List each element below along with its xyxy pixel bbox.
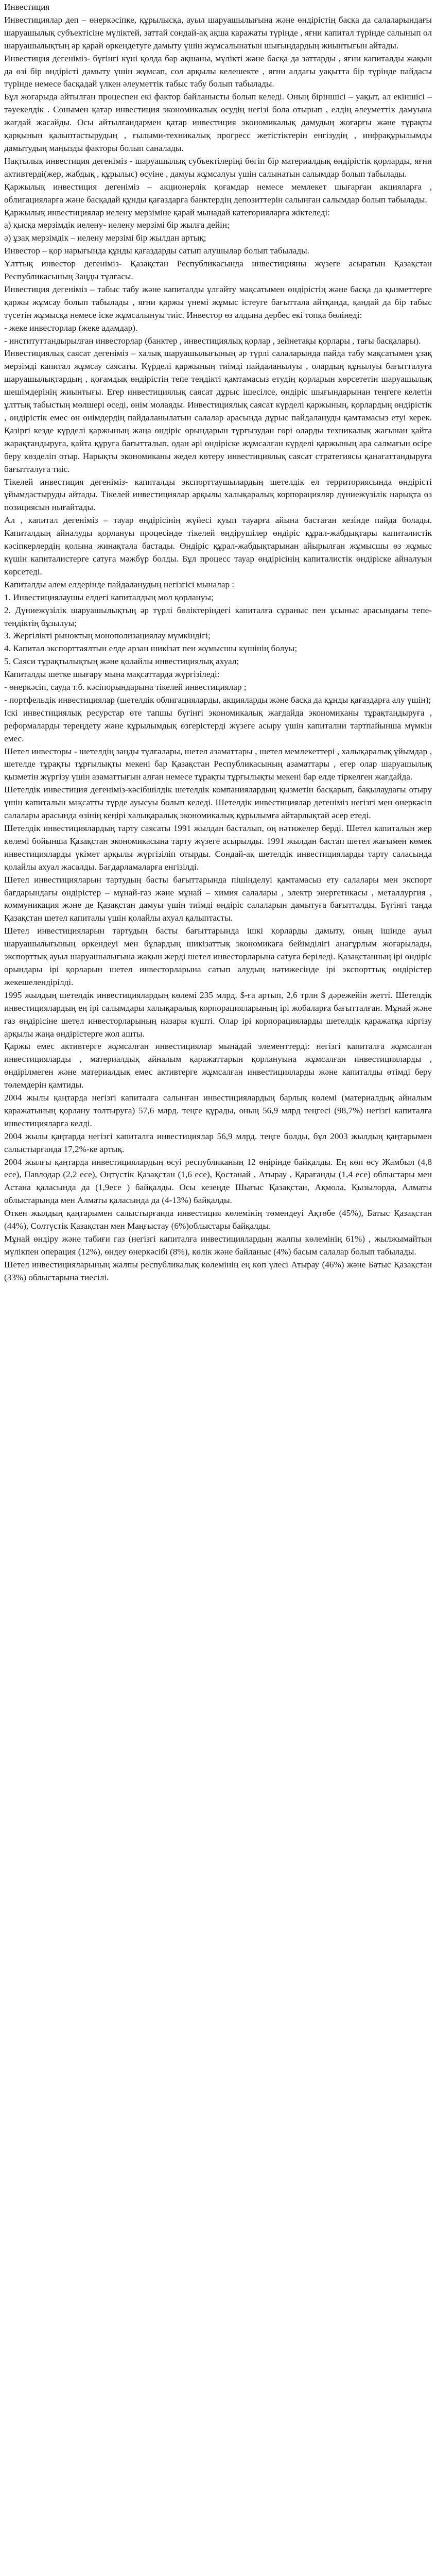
paragraph: Капиталды алем елдерінде пайдаланудың негізгісі мыналар : <box>4 579 235 589</box>
paragraph: 2004 жылы қаңтарда негізгі капиталға инвестициялар 56,9 млрд. теңге болды, бұл 2003 жылдың қаңтарымен салыстырғанда 17,2%-ке артық. <box>4 1131 432 1154</box>
document-title: Инвестиция <box>4 2 50 12</box>
paragraph: - өнеркәсіп, сауда т.б. кәсіпорындарына тікелей инвестициялар ; <box>4 682 247 692</box>
paragraph: Шетел инвестицияларының жалпы республикалық көлемінің ең көп үлесі Атырау (46%) және Батыс Қазақстан (33%) облыстарына тиесілі. <box>4 1259 432 1282</box>
paragraph: Капиталды шетке шығару мына мақсаттарда жүргізіледі: <box>4 669 220 680</box>
paragraph: Қаржы емес активтерге жұмсалған инвестициялар мынадай элементтерді: негізгі капиталға жұмсалған инвестицияларды , материалдық айналым қаражаттарын қорлануына жұмсалған инвестицияларды , өндірілмеген және материалдық емес активтерге жұмсалған инвестицияларды және капиталды өтімді беру төлемдерін қамтиды. <box>4 1041 432 1090</box>
paragraph: Бұл жоғарыда айтылған процеспен екі фактор байланысты болып келеді. Оның біріншісі – уақыт, ал екіншісі – тәуекелдік . Сонымен қатар инвестиция экономикалық өсудің негізі бола отырып , елдің әлеуметтік дамуына жағдай жасайды. Осы айтылғандармен қатар инвестиция экономикалық дамудың жоғарғы және тұрақты қарқынын қалыптастырудың , ғылыми-техникалық прогресс жетістіктерін енгізудің , инфрақұрылымды дамытудың маңызды факторы болып саналады. <box>4 92 432 153</box>
paragraph: Қаржылық инвестиция дегеніміз – акционерлік қоғамдар немесе мемлекет шығарған акцияларға , облигацияларға және басқадай құнды қағаздарға банктердің депозиттерін салынған салымдар болып табылады. <box>4 181 432 205</box>
paragraph: Инвестиция дегеніміз- бүгінгі күні қолда бар ақшаны, мүлікті және басқа да заттарды , яғни капиталды жақын да өзі бір өндірісті дамыту үшін жұмсап, сол арқылы келешекте , яғни алдағы уақытта бір түрінде пайдасы түрінде немесе басқадай үлкен әлеуметтік табыс табу болып табылады. <box>4 53 432 89</box>
paragraph: а) қысқа мерзімдік иелену- иелену мерзімі бір жылға дейін; <box>4 220 230 230</box>
paragraph: 2. Дүниежүзілік шаруашылықтың әр түрлі бөліктеріндегі капиталға сұраныс пен ұсыныс арасындағы тепе-теңдіктің бұзылуы; <box>4 605 432 628</box>
paragraph: Шетел инвестицияларын тартудың басты бағыттарында пішінделуі қамтамасыз ету салалары мен экспорт бағдарындағы өндірістер – мұнай-газ және мұнай – химия салалары , электр энергетикасы , металлургия , коммуникация және де Қазақстан дамуы үшін тиімді өндіріс салаларын дамытуға бағытталды. Бүгінгі таңда Қазақстан шетел капиталы үшін қолайлы ахуал қалыптасты. <box>4 874 432 923</box>
paragraph: Шетелдік инвестиция дегеніміз-кәсібшілдік шетелдік компаниялардың қызметін басқарып, бақылаудағы отыру үшін капиталын мақсатты түрде ауысуы болып келеді. Шетелдік инвестициялар дегеніміз негізгі мен өнеркәсіп салалары арасында өзінің кеңірі халықаралық экономикалық құрылымға айтарлықтай әсер етеді. <box>4 785 432 821</box>
paragraph: Ал , капитал дегеніміз – тауар өндірісінің жүйесі қуып тауарға айына бастаған кезінде пайда болады. Капиталдың айналуды қорлануы процесінде тікелей өндірушілер өндіріс құрал-жабдықтары капиталистік кәсіпкерлердің қолына жинақтала бастады. Өндіріс құрал-жабдықтарынан айырылған жұмысшы өз жұмыс күшін капиталистерге сатуға мәжбүр болды. Бұл процесс тауар өндірісінің капиталистік өндіріске айналуын көрсетеді. <box>4 515 432 577</box>
paragraph: 4. Капитал экспорттаялтын елде арзан шикізат пен жұмысшы күшінің болуы; <box>4 643 298 654</box>
paragraph: Өткен жылдың қаңтарымен салыстырғанда инвестиция көлемінің төмендеуі Ақтөбе (45%), Батыс Қазақстан (44%), Солтүстік Қазақстан мен Маңғыстау (6%)облыстары байқалды. <box>4 1208 432 1231</box>
paragraph: Ұлттық инвестор дегеніміз- Қазақстан Республикасында инвестицияны жүзеге асыратын Қазақстан Республикасының Заңды тұлғасы. <box>4 259 432 282</box>
paragraph: 5. Саяси тұрақтылықтың және қолайлы инвестициялық ахуал; <box>4 656 239 667</box>
paragraph: Іскі инвестициялық ресурстар өте тапшы бүгінгі экономикалық жағдайда экономиканы тұрақтандыруға , реформаларды тереңдету және құрылымдық өзгерістерді жүзеге асыру үшін капитални тартпайынша мүмкін емес. <box>4 707 432 743</box>
paragraph: Қаржылық инвестициялар иелену мерзіміне қарай мынадай категорияларға жіктеледі: <box>4 207 330 217</box>
paragraph: - институттандырылған инвесторлар (банктер , инвестициялық қорлар , зейнетақы қорлары , тағы басқалары). <box>4 335 421 346</box>
paragraph: ә) ұзақ мерзімдік – иелену мерзімі бір жылдан артық; <box>4 233 206 243</box>
paragraph: - портфельдік инвестициялар (шетелдік облигацияларды, акцияларды және басқа да құнды қағаздарға алу үшін); <box>4 694 431 705</box>
paragraph: 2004 жылғы қаңтарда инвестициялардың өсуі республиканың 12 өңірінде байқалды. Ең көп өсу Жамбыл (4,8 есе), Павлодар (2,2 есе), Оңтүстік Қазақстан (1,6 есе), Қостанай , Атырау , Қарағанды (1,4 есе) облыстары мен Астана қаласында да (1,9есе ) байқалды. Осы кезеңде Шығыс Қазақстан, Ақмола, Қызылорда, Алматы облыстарында мен Алматы қаласында да (4-13%) байқалды. <box>4 1157 432 1206</box>
paragraph: Шетел инвесторы - шетелдің заңды тұлғалары, шетел азаматтары , шетел мемлекеттері , халықаралық ұйымдар , шетелде тұрақты тұрғылықты мекені бар Қазақстан Республикасының азаматтары , егер олар шаруашылық қызметін жүргізу үшін азаматтығын алған немесе тұрақты тұрғылықты мекені бар елде тіркелген жағдайда. <box>4 746 432 782</box>
paragraph: Шетел инвестицияларын тартудың басты бағыттарында ішкі қорларды дамыту, оның ішінде ауыл шаруашылығының өркендеуі мен бұлардың шикізаттық экономикаға бейімділігі анағұрлым жоғарылады, экспорттық ауыл шаруашылығына жақын жерді шетел инвесторларына сатуға беріледі. Қазақстанның ірі өндіріс орындары ірі қорларын шетел инвесторларына сатып алудың нәтижесінде ірі экспорттық өндірістер жекешелендірілді. <box>4 926 432 987</box>
paragraph: 1. Инвестициялаушы елдегі капиталдың мол қорлануы; <box>4 592 214 602</box>
paragraph: Мұнай өндіру және табиғи газ (негізгі капиталға инвестициялардың жалпы көлемінің 61%) , жылжымайтын мүлікпен операция (12%), өндеу өнеркәсібі (8%), көлік және байланыс (4%) басым салалар болып табылады. <box>4 1234 432 1257</box>
paragraph: 3. Жергілікті рыноктың монополизациялау мүмкіндігі; <box>4 631 211 641</box>
document-body <box>0 0 436 1287</box>
paragraph: Нақтылық инвестиция дегеніміз - шаруашылық субъектілеріңі бөгіп бір материалдық өндірістік қорларды, яғни активтерді(жер, жабдық , құрылыс) өсуіне , дамуы жұмсалуы үшін салынатын салымдар болып табылады. <box>4 156 432 179</box>
paragraph: 1995 жылдың шетелдік инвестициялардың көлемі 235 млрд. $-ға артып, 2,6 трлн $ дәрежейін жетті. Шетелдік инвестициялардың ең ірі салымдары халықаралық корпорацияларының ірі жобаларға бағытталған. Мұнай және газ өндірісіне шетел инвесторларының назары күшті. Олар ірі корпорацияларды шетелдік қаражатқа кіргізу арқылы жаңа өндірістерге жол ашты. <box>4 990 432 1039</box>
paragraph: Инвестициялар деп – өнеркәсіпке, құрылысқа, ауыл шаруашылығына және өндірістің басқа да салаларындағы шаруашылық субъектісіне мүліктей, заттай сондай-ақ ақша қаражаты түрінде , яғни капитал түрінде салынып ол шаруашылықтың әр қарай өркендетуге дамыту үшін жұмсалынатын шығындардың жиынтығын айтады. <box>4 14 432 50</box>
paragraph: Инвестиция дегеніміз – табыс табу және капиталды ұлғайту мақсатымен өндірістің және басқа да қызметтерге қаржы жұмсау болып табылады , яғни қаржы үнемі жұмыс істеуге бағыттала айтқанда, қандай да бір табыс түсетін жұмысқа немесе іске жұмсалынуы тиіс. Инвестор өз алдына дербес екі топқа бөлінеді: <box>4 284 432 320</box>
paragraph: 2004 жылы қаңтарда негізгі капиталға салынған инвестициялардың барлық көлемі (материалдық айналым қаражатының қорлану толтыруға) 57,6 млрд. теңге құрады, оның 56,9 млрд теңгесі (98,7%) негізгі капиталға инвестицияларға келді. <box>4 1093 432 1128</box>
paragraph: Инвестициялық саясат дегеніміз – халық шаруашылығының әр түрлі салаларында пайда табу мақсатымен ұзақ мерзімді капитал жұмсау саясаты. Күрделі қаржының тиімді пайдаланылуы , олардың құнылуы бағытталуға шаруашылықтардың , қоғамдық өндірістің тепе теңдікті қамтамасыз етудің қорларын көрсететін шаруашылық шешімдерінің жиынтығы. Егер инвестициялық саясат дұрыс ішесілсе, өндіріс шығындарынан теңгеге келетін ұлттық табыстың мөлшері өседі, өнім молаяды. Инвестициялық саясат күрделі қаржының, қорлардың өндірістік , өндірістік емес өн өнімдердің пайдаланылатын салалар арасында дұрыс пайдалануды қамтамасыз етуі керек. Қазіргі кезде күрделі қаржының жаңа өндіріс орындарын тұрғызудан гөрі оларды техникалық жағынан қайта жарақтандыруға, қайта құруға бағытталып, одан әрі өндіріске жұмсалған күрделі қаржының ара салмағын өсіре беру көзделіп отыр. Нарықты экономиканы жедел көтеру инвестициялық саясат стратегиясы қанағаттандыруға бағытталуға тиіс. <box>4 348 432 474</box>
paragraph: Тікелей инвестиция дегеніміз- капиталды экспорттаушылардың шетелдік ел территориясында өндірісті ұйымдастыруды айтады. Тікелей инвестициялар арқылы халықаралық корпорацияляр дүниежүзілік нарықта өз позициясын нығайтады. <box>4 477 432 513</box>
paragraph: Шетелдік инвестициялардың тарту саясаты 1991 жылдан басталып, оң нәтижелер берді. Шетел капиталын жер көлемі бойынша Қазақстан экономикасына тарту жүзеге асырылды. 1991 жылдан бастап шетел жағымен көмек инвестицияларды үкімет арқылы жүргізіліп отырды. Сондай-ақ шетелдік инвестицияларды тарту саласында қолайлы ахуал жасалды. Бағдарламаларға енгізілді. <box>4 823 432 872</box>
paragraph: Инвестор – қор нарығында құнды қағаздарды сатып алушылар болып табылады. <box>4 246 310 256</box>
paragraph: - жеке инвесторлар (жеке адамдар). <box>4 323 138 333</box>
